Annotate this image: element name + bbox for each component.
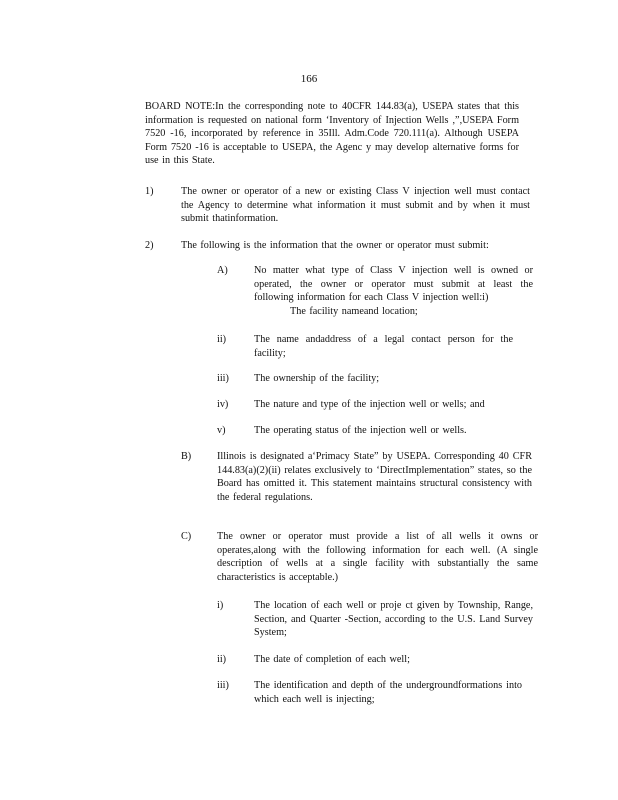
item-1-text: The owner or operator of a new or existing Class V injection well must contact the Agency to determine what information it must submit and by when it must submit thatinformation. xyxy=(181,186,530,225)
page-number: 166 xyxy=(300,73,318,85)
subitem-A-v-text: The operating status of the injection well or wells. xyxy=(254,425,467,436)
subitem-B-label: B) xyxy=(181,451,192,462)
subitem-A-i-text: The facility nameand location; xyxy=(290,305,418,317)
subitem-C-ii-text: The date of completion of each well; xyxy=(254,654,410,665)
subitem-A-ii-label: ii) xyxy=(217,334,227,345)
subitem-C-iii-label: iii) xyxy=(217,680,229,691)
subitem-A-text: No matter what type of Class V injection well is owned or operated, the owner or operator must submit at least the following information for each Class V injection well:i) xyxy=(254,265,533,304)
board-note: BOARD NOTE:In the corresponding note to 40CFR 144.83(a), USEPA states that this information is requested on national form ‘Inventory of Injection Wells ,”,USEPA Form 7520 -16, incorporated by reference in 35Ill. Adm.Code 720.111(a). Although USEPA Form 7520 -16 is acceptable to USEPA, the Agenc y may develop alternative forms for use in this State. xyxy=(145,101,519,167)
item-2-text: The following is the information that the owner or operator must submit: xyxy=(181,240,489,251)
subitem-A-iv-label: iv) xyxy=(217,399,229,410)
subitem-A-label: A) xyxy=(217,265,228,276)
subitem-C-i-text: The location of each well or proje ct given by Township, Range, Section, and Quarter -Section, according to the U.S. Land Survey System; xyxy=(254,600,533,639)
subitem-C-label: C) xyxy=(181,531,192,542)
subitem-C-ii-label: ii) xyxy=(217,654,227,665)
subitem-C-i-label: i) xyxy=(217,600,224,611)
subitem-A-ii-text: The name andaddress of a legal contact person for the facility; xyxy=(254,334,513,359)
subitem-A-iv-text: The nature and type of the injection well or wells; and xyxy=(254,399,485,410)
subitem-C-text: The owner or operator must provide a list of all wells it owns or operates,along with the following information for each well. (A single description of wells at a single facility with substantially the same characteristics is acceptable.) xyxy=(217,531,538,583)
subitem-A-v-label: v) xyxy=(217,425,226,436)
subitem-A-iii-label: iii) xyxy=(217,373,229,384)
subitem-A xyxy=(254,264,533,318)
item-2-number: 2) xyxy=(145,240,154,251)
subitem-B-text: Illinois is designated a‘Primacy State” by USEPA. Corresponding 40 CFR 144.83(a)(2)(ii) relates exclusively to ‘DirectImplementation” states, so the Board has omitted it. This statement maintains structural consistency with the federal regulations. xyxy=(217,451,532,503)
subitem-C-iii-text: The identification and depth of the undergroundformations into which each well is injecting; xyxy=(254,680,522,705)
item-1-number: 1) xyxy=(145,186,154,197)
subitem-A-iii-text: The ownership of the facility; xyxy=(254,373,380,384)
